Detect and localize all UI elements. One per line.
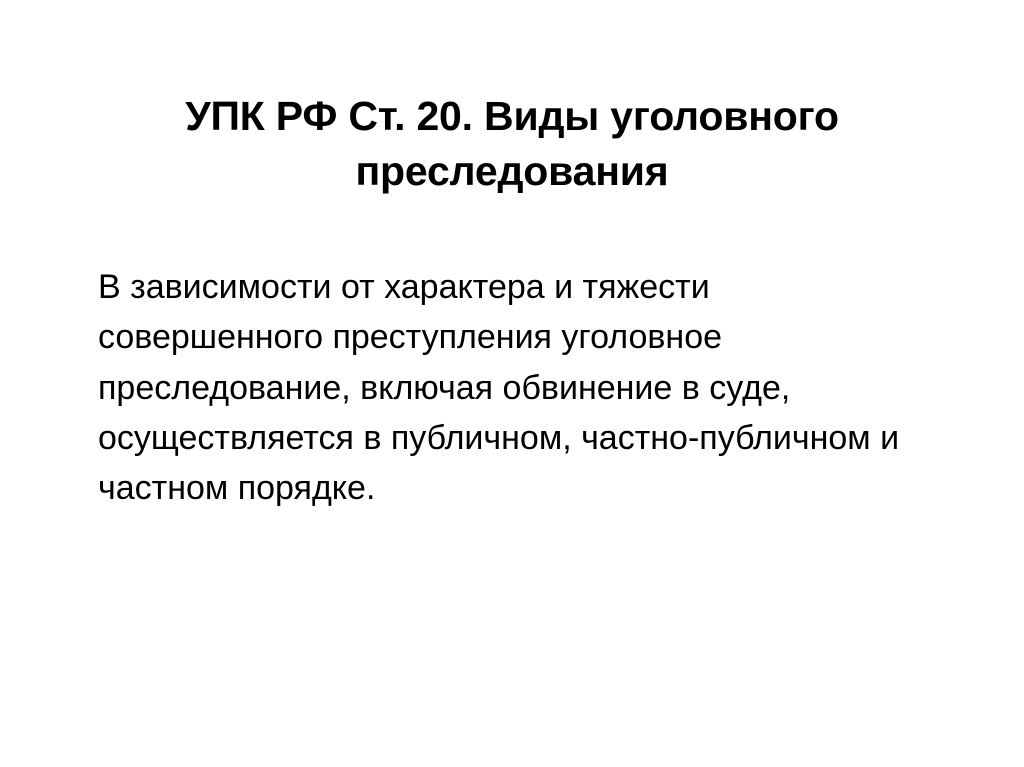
body-paragraph: В зависимости от характера и тяжести совершенного преступления уголовное преследование, включая обвинение в суде, осуществляется в публичном, частно-публичном и частном порядке. <box>98 268 900 508</box>
page-title: УПК РФ Ст. 20. Виды уголовного преследования <box>185 93 839 194</box>
slide-body <box>98 262 910 514</box>
